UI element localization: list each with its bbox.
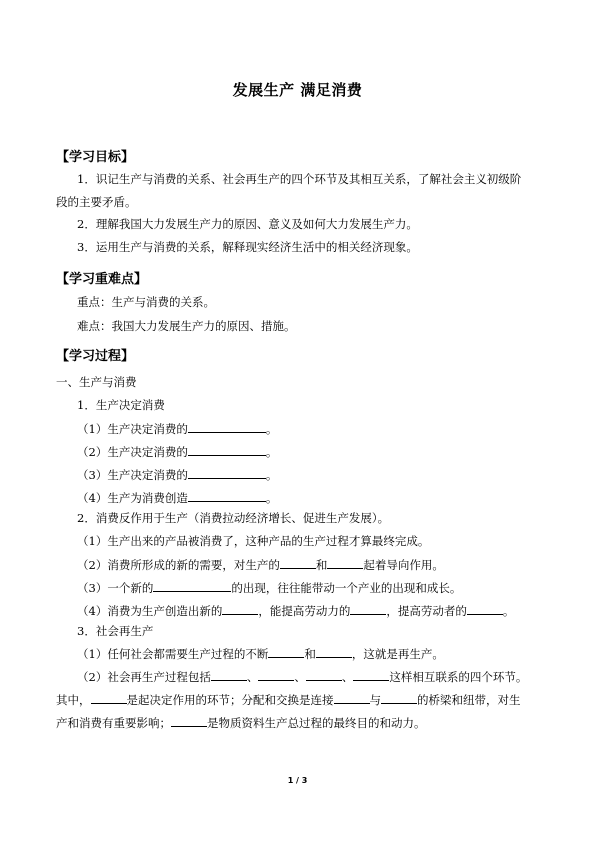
sub-2-item-2: （2）消费所形成的新的需要，对生产的 和 起着导向作用。 bbox=[77, 558, 444, 572]
sub-3-item-2: （2）社会再生产过程包括 、 、 、 这样相互联系的四个环节。 bbox=[77, 670, 528, 684]
goal-item-1-cont: 段的主要矛盾。 bbox=[56, 195, 137, 209]
blank-field[interactable] bbox=[268, 645, 304, 658]
goal-item-1: 1．识记生产与消费的关系、社会再生产的四个环节及其相互关系，了解社会主义初级阶 bbox=[77, 172, 522, 186]
sub-2-heading: 2．消费反作用于生产（消费拉动经济增长、促进生产发展）。 bbox=[77, 511, 390, 525]
fill-line-3: （3）生产决定消费的 。 bbox=[77, 468, 278, 482]
blank-field[interactable] bbox=[188, 489, 266, 502]
sub-3-item-2-cont2: 产和消费有重要影响； 是物质资料生产总过程的最终目的和动力。 bbox=[56, 716, 426, 730]
sub-3-item-1: （1）任何社会都需要生产过程的不断 和 ，这就是再生产。 bbox=[77, 647, 444, 661]
fill-line-2: （2）生产决定消费的 。 bbox=[77, 445, 278, 459]
blank-field[interactable] bbox=[188, 443, 266, 456]
sub-2-item-4: （4）消费为生产创造出新的 ，能提高劳动力的 ，提高劳动者的 。 bbox=[77, 604, 515, 618]
goal-item-3: 3．运用生产与消费的关系，解释现实经济生活中的相关经济现象。 bbox=[77, 240, 418, 254]
blank-field[interactable] bbox=[91, 691, 127, 704]
blank-field[interactable] bbox=[381, 691, 417, 704]
blank-field[interactable] bbox=[306, 668, 342, 681]
blank-field[interactable] bbox=[188, 420, 266, 433]
page-title: 发展生产 满足消费 bbox=[232, 81, 363, 99]
section-header-goals: 【学习目标】 bbox=[56, 150, 135, 165]
fill-line-4: （4）生产为消费创造 。 bbox=[77, 491, 278, 505]
section-header-process: 【学习过程】 bbox=[56, 349, 135, 364]
keypoint-difficulty: 难点：我国大力发展生产力的原因、措施。 bbox=[77, 319, 296, 333]
section-header-keypoints: 【学习重难点】 bbox=[56, 272, 148, 287]
fill-line-1: （1）生产决定消费的 。 bbox=[77, 422, 278, 436]
sub-2-item-1: （1）生产出来的产品被消费了，这种产品的生产过程才算最终完成。 bbox=[77, 534, 430, 548]
sub-3-item-2-cont: 其中， 是起决定作用的环节；分配和交换是连接 与 的桥梁和纽带，对生 bbox=[56, 693, 521, 707]
part-1-heading: 一、生产与消费 bbox=[56, 375, 137, 389]
blank-field[interactable] bbox=[353, 668, 389, 681]
blank-field[interactable] bbox=[350, 602, 386, 615]
blank-field[interactable] bbox=[188, 466, 266, 479]
sub-2-item-3: （3）一个新的 的出现，往往能带动一个产业的出现和成长。 bbox=[77, 581, 462, 595]
sub-3-heading: 3．社会再生产 bbox=[77, 624, 154, 638]
sub-1-heading: 1．生产决定消费 bbox=[77, 398, 165, 412]
blank-field[interactable] bbox=[222, 602, 258, 615]
blank-field[interactable] bbox=[211, 668, 247, 681]
blank-field[interactable] bbox=[153, 579, 231, 592]
blank-field[interactable] bbox=[327, 556, 363, 569]
blank-field[interactable] bbox=[467, 602, 503, 615]
blank-field[interactable] bbox=[334, 691, 370, 704]
blank-field[interactable] bbox=[258, 668, 294, 681]
blank-field[interactable] bbox=[171, 714, 207, 727]
keypoint-focus: 重点：生产与消费的关系。 bbox=[77, 295, 215, 309]
blank-field[interactable] bbox=[316, 645, 352, 658]
goal-item-2: 2．理解我国大力发展生产力的原因、意义及如何大力发展生产力。 bbox=[77, 217, 418, 231]
page-number: 1 / 3 bbox=[287, 776, 308, 785]
blank-field[interactable] bbox=[280, 556, 316, 569]
